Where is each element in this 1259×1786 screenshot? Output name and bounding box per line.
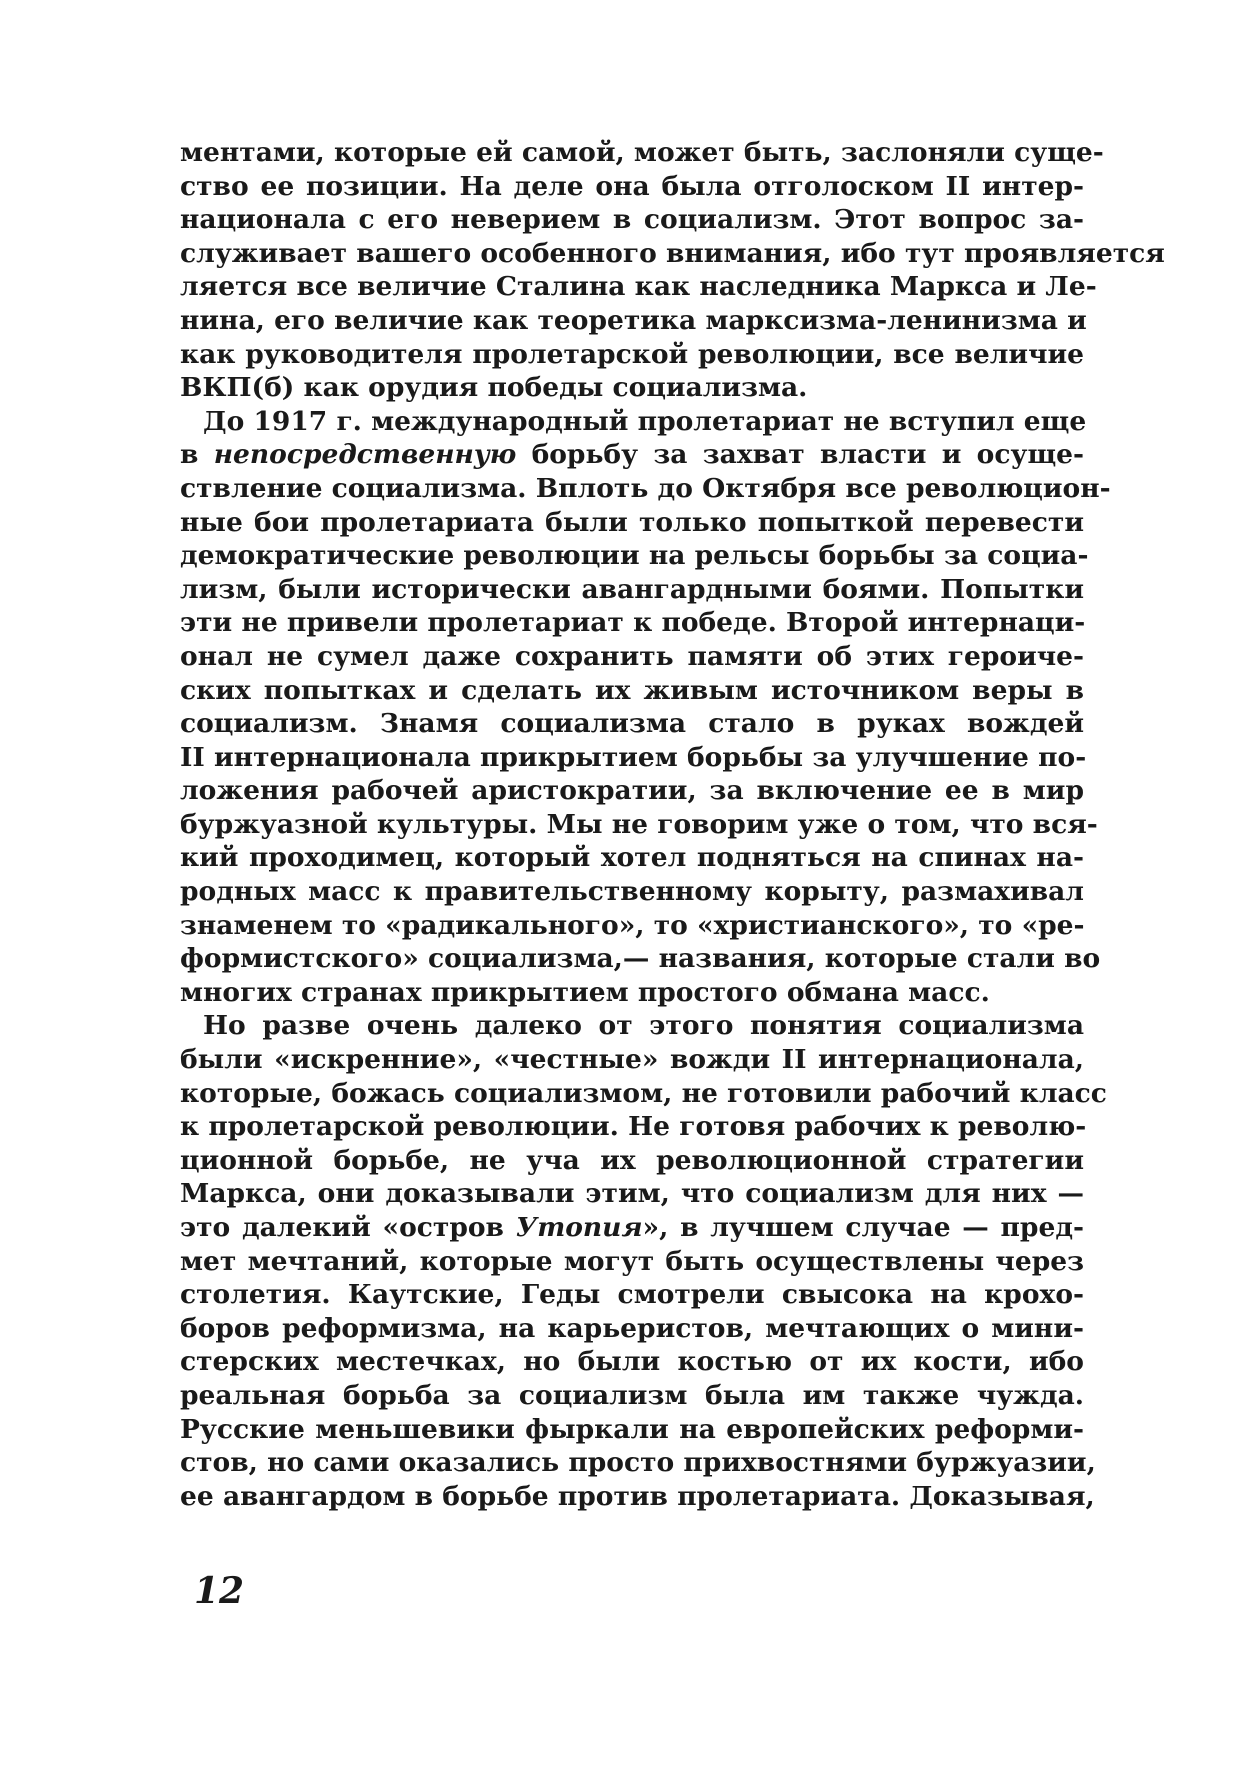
text-line: II интернационала прикрытием борьбы за улучшение по- [180,741,1087,773]
text-line: стов, но сами оказались просто прихвостнями буржуазии, [180,1447,1096,1479]
text-line: стерских местечках, но были костью от их кости, ибо [180,1346,1084,1378]
text-line: демократические революции на рельсы борьбы за социа- [180,540,1089,572]
text-line: ских попытках и сделать их живым источником веры в [180,674,1084,706]
text-fragment: », в лучшем случае — пред- [642,1212,1084,1243]
text-line: ствление социализма. Вплоть до Октября все революцион- [180,472,1111,504]
text-line: знаменем то «радикального», то «христианского», то «ре- [180,909,1085,941]
text-line: формистского» социализма,— названия, которые стали во [180,943,1101,975]
text-line: многих странах прикрытием простого обмана масс. [180,976,990,1008]
text-line: кий проходимец, который хотел подняться на спинах на- [180,842,1084,874]
text-line: национала с его неверием в социализм. Этот вопрос за- [180,204,1084,236]
text-line: ее авангардом в борьбе против пролетариата. Доказывая, [180,1480,1095,1512]
emphasized-word: Утопия [515,1212,643,1243]
text-line: буржуазной культуры. Мы не говорим уже о том, что вся- [180,808,1098,840]
text-line: к пролетарской революции. Не готовя рабочих к револю- [180,1111,1087,1143]
text-line: боров реформизма, на карьеристов, мечтающих о мини- [180,1312,1084,1344]
text-line: лизм, были исторически авангардными боями. Попытки [180,573,1084,605]
text-fragment: в [180,439,214,471]
page-number: 12 [194,1570,245,1612]
text-line: нина, его величие как теоретика марксизма-ленинизма и [180,304,1087,336]
text-line: эти не привели пролетариат к победе. Второй интернаци- [180,607,1086,639]
text-line: столетия. Каутские, Геды смотрели свысока на крохо- [180,1279,1084,1311]
text-line: которые, божась социализмом, не готовили рабочий класс [180,1077,1107,1109]
text-line: мет мечтаний, которые могут быть осуществлены через [180,1245,1084,1277]
text-line-with-emphasis [180,1211,1084,1245]
text-line: социализм. Знамя социализма стало в руках вождей [180,708,1084,740]
text-fragment: борьбу за захват власти и осуще- [516,439,1084,471]
text-line: Но разве очень далеко от этого понятия социализма [203,1010,1084,1042]
text-line: ционной борьбе, не уча их революционной стратегии [180,1144,1084,1176]
page-text [180,136,1165,1513]
text-line: До 1917 г. международный пролетариат не вступил еще [203,405,1087,437]
text-line: ментами, которые ей самой, может быть, заслоняли суще- [180,137,1104,168]
text-line: онал не сумел даже сохранить памяти об этих героиче- [180,640,1084,672]
text-line: ВКП(б) как орудия победы социализма. [180,372,808,404]
text-line: Маркса, они доказывали этим, что социализм для них — [180,1178,1084,1210]
text-line: как руководителя пролетарской революции, все величие [180,338,1084,370]
text-line: ляется все величие Сталина как наследника Маркса и Ле- [180,271,1097,303]
text-line: родных масс к правительственному корыту, размахивал [180,876,1084,908]
text-line-with-emphasis [180,438,1084,472]
text-line: реальная борьба за социализм была им также чужда. [180,1379,1084,1411]
text-line: служивает вашего особенного внимания, ибо тут проявляется [180,237,1165,269]
text-line: ство ее позиции. На деле она была отголоском II интер- [180,170,1084,202]
text-line: Русские меньшевики фыркали на европейских реформи- [180,1413,1084,1445]
text-line: ложения рабочей аристократии, за включение ее в мир [180,775,1084,807]
text-fragment: это далекий «остров [180,1212,516,1243]
text-line: ные бои пролетариата были только попыткой перевести [180,506,1084,538]
text-line: были «искренние», «честные» вожди II интернационала, [180,1044,1084,1076]
emphasized-word: непосредственную [213,439,517,471]
